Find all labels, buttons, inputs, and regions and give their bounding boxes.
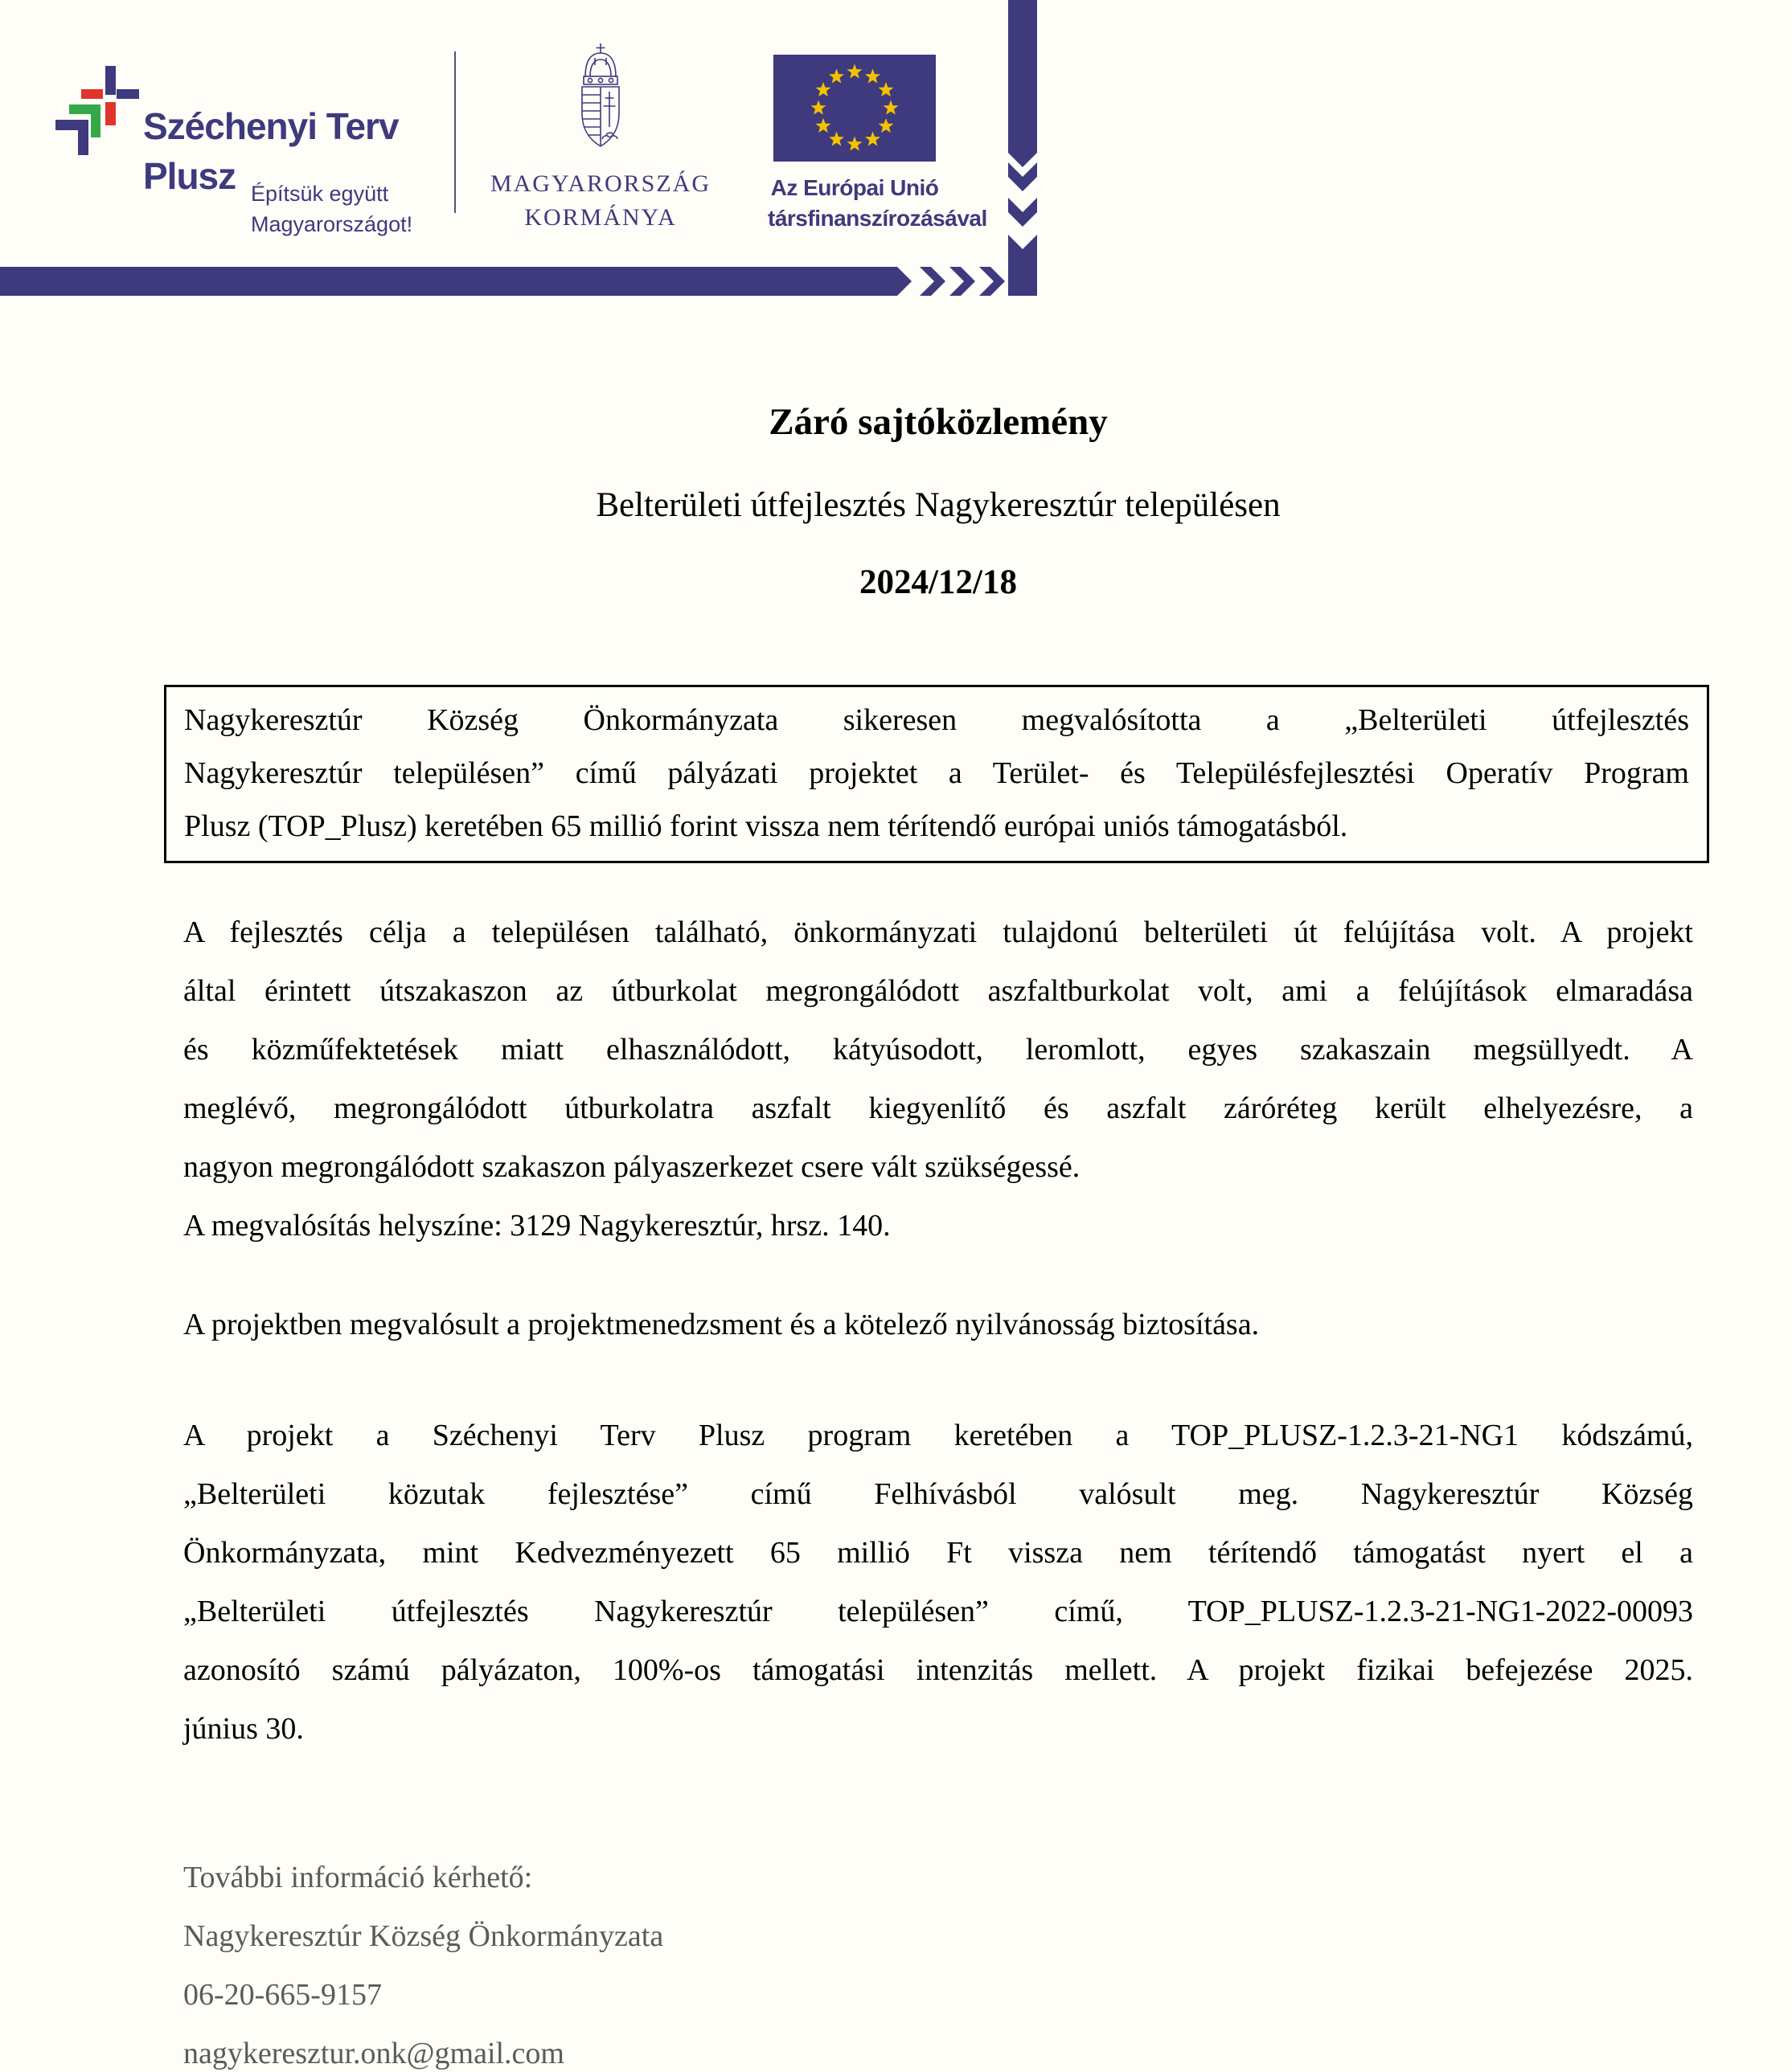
paragraph-line: Önkormányzata, mint Kedvezményezett 65 millió Ft vissza nem térítendő támogatást nyert el a xyxy=(183,1536,1693,1570)
vertical-bar-bottom xyxy=(1008,235,1037,296)
chevron-right-icon xyxy=(979,267,1005,296)
paragraph-line: nagyon megrongálódott szakaszon pályaszerkezet csere vált szükségessé. xyxy=(183,1150,1081,1184)
szechenyi-tagline-line1: Építsük együtt xyxy=(251,182,389,206)
szechenyi-title-line1: Széchenyi Terv xyxy=(143,105,399,147)
paragraph-line: A projektben megvalósult a projektmenedzsment és a kötelező nyilvánosság biztosítása. xyxy=(183,1308,1260,1341)
paragraph-line: június 30. xyxy=(183,1712,304,1746)
eu-text-line2: társfinanszírozásával xyxy=(768,206,987,231)
eu-flag-icon xyxy=(773,55,936,162)
paragraph-line: „Belterületi közutak fejlesztése” című Felhívásból valósult meg. Nagykeresztúr Község xyxy=(183,1477,1693,1511)
szechenyi-tagline xyxy=(251,178,412,240)
contact-phone: 06-20-665-9157 xyxy=(183,1978,382,2012)
header-divider-line xyxy=(454,51,456,213)
chevron-down-icon xyxy=(1008,198,1037,227)
paragraph-line: „Belterületi útfejlesztés Nagykeresztúr településen” című, TOP_PLUSZ-1.2.3-21-NG1-2022-00093 xyxy=(183,1595,1693,1628)
contact-block xyxy=(183,1849,1693,2072)
eu-text-line1: Az Európai Unió xyxy=(770,175,939,200)
hungarian-coat-of-arms-icon xyxy=(563,42,638,159)
government-name-line1: MAGYARORSZÁG xyxy=(490,170,711,197)
chevron-right-icon xyxy=(920,267,945,296)
paragraph-line: meglévő, megrongálódott útburkolatra aszfalt kiegyenlítő és aszfalt záróréteg került elhelyezésre, a xyxy=(183,1091,1693,1125)
vertical-bar-top xyxy=(1008,0,1037,167)
szechenyi-title-line2: Plusz xyxy=(143,155,236,197)
szechenyi-tagline-line2: Magyarországot! xyxy=(251,212,413,236)
document-date: 2024/12/18 xyxy=(859,563,1017,601)
paragraph-line: által érintett útszakaszon az útburkolat megrongálódott aszfaltburkolat volt, ami a felújítások elmaradása xyxy=(183,974,1693,1008)
lead-line: Nagykeresztúr településen” című pályázati projektet a Terület- és Településfejlesztési Operatív Program xyxy=(184,756,1689,790)
lead-paragraph-box xyxy=(164,685,1709,863)
title-block xyxy=(183,400,1693,602)
horizontal-bar xyxy=(0,267,912,296)
header xyxy=(0,0,1792,305)
document-subtitle: Belterületi útfejlesztés Nagykeresztúr településen xyxy=(596,486,1281,524)
lead-line: Plusz (TOP_Plusz) keretében 65 millió forint vissza nem térítendő európai uniós támogatásból. xyxy=(184,809,1348,843)
chevron-right-icon xyxy=(949,267,975,296)
body-paragraph-3 xyxy=(183,1407,1693,1759)
body-paragraph-1 xyxy=(183,903,1693,1255)
paragraph-line: azonosító számú pályázaton, 100%-os támogatási intenzitás mellett. A projekt fizikai befejezése 2025. xyxy=(183,1653,1693,1687)
paragraph-line: A fejlesztés célja a településen található, önkormányzati tulajdonú belterületi út felújítása volt. A projekt xyxy=(183,915,1693,949)
body-paragraph-2 xyxy=(183,1296,1693,1354)
government-name-line2: KORMÁNYA xyxy=(524,204,677,231)
paragraph-line: és közműfektetések miatt elhasználódott, kátyúsodott, leromlott, egyes szakaszain megsüllyedt. A xyxy=(183,1033,1693,1067)
government-logo xyxy=(484,42,717,231)
contact-organization: Nagykeresztúr Község Önkormányzata xyxy=(183,1919,664,1953)
document-title: Záró sajtóközlemény xyxy=(769,401,1108,443)
contact-email: nagykeresztur.onk@gmail.com xyxy=(183,2037,564,2070)
project-location-line: A megvalósítás helyszíne: 3129 Nagykeresztúr, hrsz. 140. xyxy=(183,1209,891,1243)
contact-intro: További információ kérhető: xyxy=(183,1861,533,1894)
szechenyi-plusz-logo-icon xyxy=(51,64,139,159)
paragraph-line: A projekt a Széchenyi Terv Plusz program keretében a TOP_PLUSZ-1.2.3-21-NG1 kódszámú, xyxy=(183,1419,1693,1452)
eu-cofinancing-block xyxy=(768,55,987,234)
lead-line: Nagykeresztúr Község Önkormányzata sikeresen megvalósította a „Belterületi útfejlesztés xyxy=(184,703,1689,737)
